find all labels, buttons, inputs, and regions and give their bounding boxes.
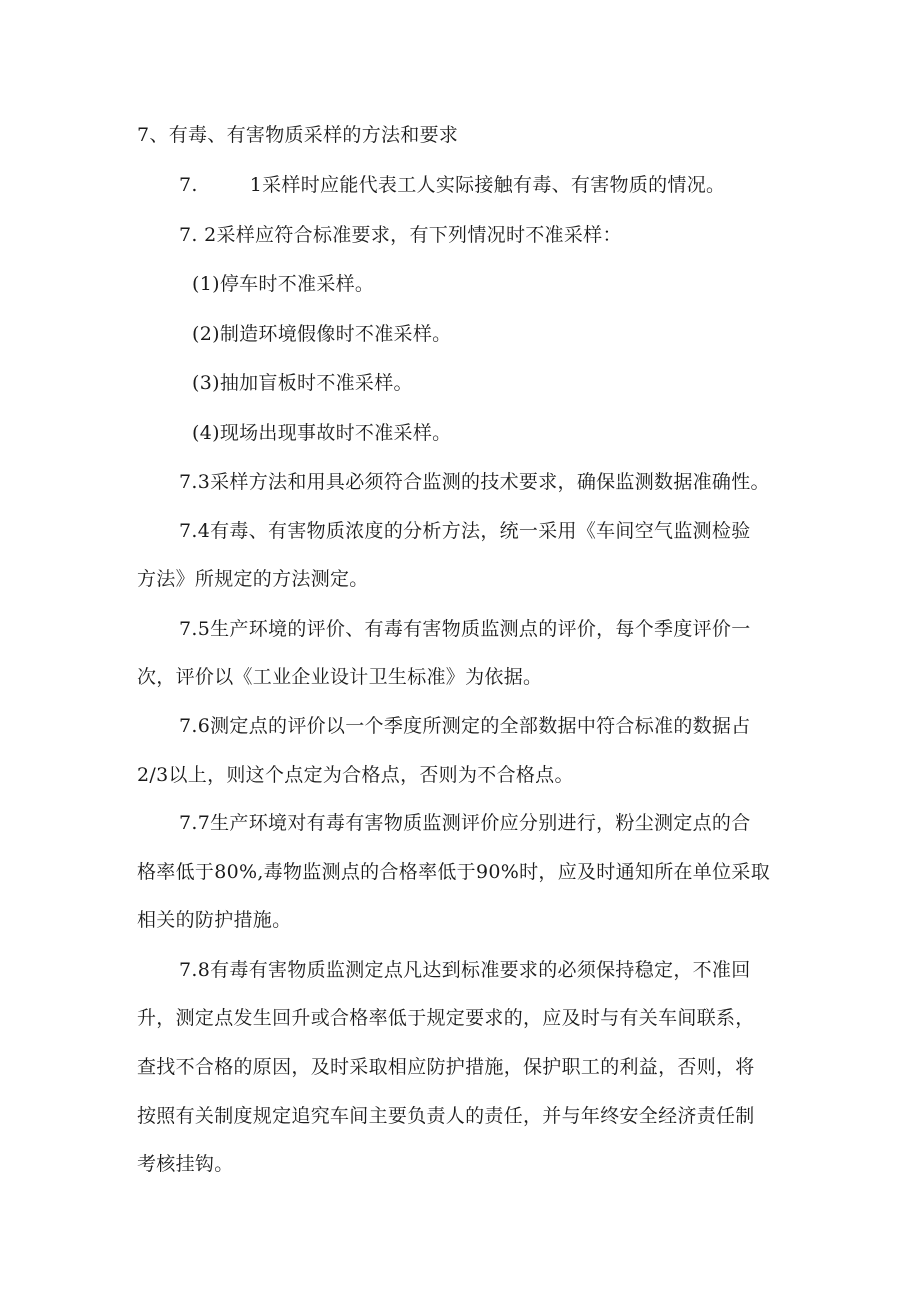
clause-7-3: 7.3采样方法和用具必须符合监测的技术要求，确保监测数据准确性。 (179, 471, 770, 493)
clause-7-8-line-3: 查找不合格的原因，及时采取相应防护措施，保护职工的利益，否则，将 (137, 1056, 755, 1078)
list-item: (2)制造环境假像时不准采样。 (192, 323, 452, 345)
clause-7-1-text: 1采样时应能代表工人实际接触有毒、有害物质的情况。 (249, 174, 726, 196)
clause-7-2: 7. 2采样应符合标准要求，有下列情况时不准采样： (179, 224, 622, 246)
clause-7-8-line-4: 按照有关制度规定追究车间主要负责人的责任，并与年终安全经济责任制 (137, 1105, 755, 1127)
clause-7-1-number: 7. (179, 174, 198, 196)
section-heading: 7、有毒、有害物质采样的方法和要求 (137, 124, 459, 146)
clause-7-7-line-3: 相关的防护措施。 (137, 909, 292, 931)
clause-7-5-line-1: 7.5生产环境的评价、有毒有害物质监测点的评价，每个季度评价一 (179, 618, 751, 640)
clause-7-6-line-2: 2/3以上，则这个点定为合格点，否则为不合格点。 (137, 764, 574, 786)
clause-7-8-line-2: 升，测定点发生回升或合格率低于规定要求的，应及时与有关车间联系， (137, 1007, 755, 1029)
list-item: (1)停车时不准采样。 (192, 273, 375, 295)
clause-7-5-line-2: 次，评价以《工业企业设计卫生标准》为依据。 (137, 666, 543, 688)
clause-7-4-line-1: 7.4有毒、有害物质浓度的分析方法，统一采用《车间空气监测检验 (179, 520, 751, 542)
list-item: (3)抽加盲板时不准采样。 (192, 372, 413, 394)
clause-7-6-line-1: 7.6测定点的评价以一个季度所测定的全部数据中符合标准的数据占 (179, 715, 751, 737)
clause-7-7-line-2: 格率低于80%,毒物监测点的合格率低于90%时，应及时通知所在单位采取 (137, 861, 771, 883)
clause-7-4-line-2: 方法》所规定的方法测定。 (137, 568, 369, 590)
clause-7-8-line-5: 考核挂钩。 (137, 1153, 234, 1175)
clause-7-1 (179, 173, 725, 197)
list-item: (4)现场出现事故时不准采样。 (192, 422, 452, 444)
clause-7-8-line-1: 7.8有毒有害物质监测定点凡达到标准要求的必须保持稳定，不准回 (179, 959, 751, 981)
clause-7-7-line-1: 7.7生产环境对有毒有害物质监测评价应分别进行，粉尘测定点的合 (179, 812, 751, 834)
